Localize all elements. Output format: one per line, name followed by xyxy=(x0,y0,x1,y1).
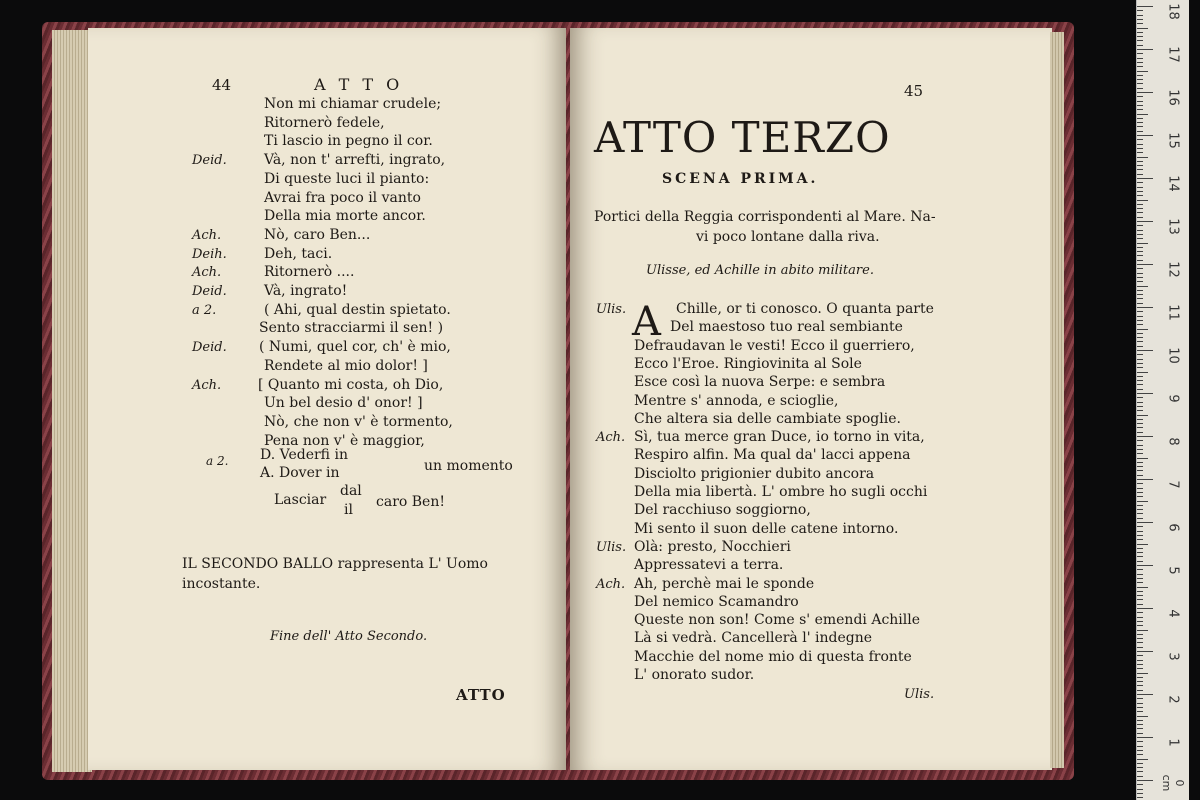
ruler-tick xyxy=(1137,449,1143,450)
ruler-tick xyxy=(1137,617,1143,618)
ruler-tick xyxy=(1137,144,1143,145)
ruler-tick xyxy=(1137,350,1153,351)
ruler-tick xyxy=(1137,561,1143,562)
ruler-tick xyxy=(1137,776,1143,777)
ruler-number: 16 xyxy=(1165,89,1181,106)
speaker-label: Deid. xyxy=(192,284,227,299)
ruler-tick xyxy=(1137,316,1143,317)
ruler-tick xyxy=(1137,741,1143,742)
measuring-ruler xyxy=(1136,0,1189,800)
ruler-tick xyxy=(1137,759,1148,760)
ruler-tick xyxy=(1137,118,1143,119)
catchword: ATTO xyxy=(456,686,506,704)
ruler-tick xyxy=(1137,750,1143,751)
ruler-tick xyxy=(1137,298,1143,299)
ruler-tick xyxy=(1137,131,1143,132)
verse-line: Sì, tua merce gran Duce, io torno in vita, xyxy=(634,429,925,446)
ruler-tick xyxy=(1137,367,1143,368)
verse-line: Và, non t' arrefti, ingrato, xyxy=(264,152,446,169)
ruler-number: 17 xyxy=(1165,46,1181,63)
ruler-tick xyxy=(1137,393,1153,394)
ruler-tick xyxy=(1137,526,1143,527)
verse-line: Chille, or ti conosco. O quanta parte xyxy=(676,301,934,317)
ruler-tick xyxy=(1137,733,1143,734)
ruler-tick xyxy=(1137,217,1143,218)
ruler-tick xyxy=(1137,655,1143,656)
ruler-tick xyxy=(1137,251,1143,252)
ruler-tick xyxy=(1137,53,1143,54)
ruler-tick xyxy=(1137,462,1143,463)
ruler-zero-label: 0 cm xyxy=(1160,774,1186,792)
ruler-tick xyxy=(1137,354,1143,355)
speaker-label: a 2. xyxy=(192,302,217,318)
verse-line: Del racchiuso soggiorno, xyxy=(634,502,811,519)
ruler-tick xyxy=(1137,264,1153,265)
ruler-tick xyxy=(1137,79,1143,80)
verse-line: Che altera sia delle cambiate spoglie. xyxy=(634,410,901,427)
ruler-tick xyxy=(1137,505,1143,506)
ruler-tick xyxy=(1137,36,1143,37)
ruler-tick xyxy=(1137,544,1148,545)
ruler-tick xyxy=(1137,440,1143,441)
ruler-tick xyxy=(1137,703,1143,704)
verse-line: Pena non v' è maggior, xyxy=(264,432,425,449)
ruler-tick xyxy=(1137,45,1143,46)
ruler-number: 15 xyxy=(1165,132,1181,149)
speaker-label: Ach. xyxy=(192,265,222,281)
ruler-tick xyxy=(1137,260,1143,261)
ruler-tick xyxy=(1137,767,1143,768)
ruler-tick xyxy=(1137,789,1143,790)
duet-line: D. Vederfi in xyxy=(260,447,348,463)
ruler-tick xyxy=(1137,677,1143,678)
ruler-number: 5 xyxy=(1165,566,1181,575)
ruler-tick xyxy=(1137,694,1153,695)
ruler-tick xyxy=(1137,71,1148,72)
ruler-tick xyxy=(1137,475,1143,476)
ruler-tick xyxy=(1137,483,1143,484)
ruler-number: 6 xyxy=(1165,523,1181,532)
duet-line: dal xyxy=(340,483,362,499)
ruler-tick xyxy=(1137,109,1143,110)
ruler-tick xyxy=(1137,690,1143,691)
verse-line: Sento stracciarmi il sen! ) xyxy=(259,320,444,337)
verse-line: [ Quanto mi costa, oh Dio, xyxy=(258,376,444,393)
ruler-tick xyxy=(1137,359,1143,360)
ruler-tick xyxy=(1137,10,1143,11)
ruler-tick xyxy=(1137,212,1143,213)
ruler-tick xyxy=(1137,595,1143,596)
speaker-label: Ach. xyxy=(192,377,222,393)
ruler-number: 8 xyxy=(1165,437,1181,446)
ruler-tick xyxy=(1137,152,1143,153)
speaker-label: Deid. xyxy=(192,340,227,356)
verse-line: Della mia libertà. L' ombre ho sugli occhi xyxy=(634,484,928,500)
verse-line: Di queste luci il pianto: xyxy=(264,170,430,187)
ruler-tick xyxy=(1137,96,1143,97)
ruler-tick xyxy=(1137,522,1153,523)
scene-title: SCENA PRIMA. xyxy=(662,171,819,187)
page-number: 44 xyxy=(212,76,232,94)
ruler-tick xyxy=(1137,286,1148,287)
speaker-label: Ach. xyxy=(596,430,626,446)
ruler-tick xyxy=(1137,363,1143,364)
ruler-tick xyxy=(1137,664,1143,665)
ruler-tick xyxy=(1137,582,1143,583)
duet-line: Lasciar xyxy=(274,492,327,508)
ruler-tick xyxy=(1137,200,1148,201)
ruler-tick xyxy=(1137,230,1143,231)
characters-line: Ulisse, ed Achille in abito militare. xyxy=(646,263,874,278)
ruler-tick xyxy=(1137,647,1143,648)
ruler-tick xyxy=(1137,58,1143,59)
ruler-tick xyxy=(1137,161,1143,162)
ruler-number: 10 xyxy=(1165,347,1181,364)
ruler-tick xyxy=(1137,346,1143,347)
ruler-tick xyxy=(1137,716,1148,717)
ruler-tick xyxy=(1137,539,1143,540)
ruler-tick xyxy=(1137,62,1143,63)
verse-line: Esce così la nuova Serpe: e sembra xyxy=(634,374,886,391)
setting-line: vi poco lontane dalla riva. xyxy=(696,229,880,245)
verse-line: Olà: presto, Nocchieri xyxy=(634,538,791,555)
ruler-tick xyxy=(1137,303,1143,304)
ruler-tick xyxy=(1137,638,1143,639)
page-edges-left xyxy=(52,30,92,772)
verse-line: Ah, perchè mai le sponde xyxy=(634,575,815,592)
ruler-tick xyxy=(1137,83,1143,84)
ruler-tick xyxy=(1137,243,1148,244)
ruler-tick xyxy=(1137,746,1143,747)
verse-line: Respiro alfin. Ma qual da' lacci appena xyxy=(634,447,911,464)
ruler-tick xyxy=(1137,754,1143,755)
ruler-tick xyxy=(1137,531,1143,532)
ruler-tick xyxy=(1137,630,1148,631)
ruler-tick xyxy=(1137,591,1143,592)
verse-line: Appressatevi a terra. xyxy=(634,557,784,574)
ruler-tick xyxy=(1137,238,1143,239)
ruler-number: 18 xyxy=(1165,3,1181,20)
ruler-tick xyxy=(1137,311,1143,312)
verse-line: Del maestoso tuo real sembiante xyxy=(670,319,903,336)
verse-line: ( Numi, quel cor, ch' è mio, xyxy=(259,339,451,356)
ruler-tick xyxy=(1137,419,1143,420)
ruler-tick xyxy=(1137,341,1143,342)
act-title: ATTO TERZO xyxy=(594,113,891,162)
ruler-tick xyxy=(1137,174,1143,175)
ruler-tick xyxy=(1137,15,1143,16)
ruler-tick xyxy=(1137,126,1143,127)
verse-line: Un bel desio d' onor! ] xyxy=(264,395,423,412)
verse-line: Macchie del nome mio di questa fronte xyxy=(634,648,912,665)
ruler-tick xyxy=(1137,707,1143,708)
ruler-tick xyxy=(1137,599,1143,600)
duet-line: caro Ben! xyxy=(376,494,445,510)
ruler-tick xyxy=(1137,737,1153,738)
page-edges-right xyxy=(1050,32,1064,768)
ruler-tick xyxy=(1137,466,1143,467)
ruler-tick xyxy=(1137,380,1143,381)
ruler-tick xyxy=(1137,273,1143,274)
ruler-tick xyxy=(1137,281,1143,282)
right-page xyxy=(570,28,1052,770)
ruler-tick xyxy=(1137,427,1143,428)
verse-line: Nò, caro Ben... xyxy=(264,226,371,243)
setting-line: Portici della Reggia corrispondenti al Mare. Na- xyxy=(594,209,936,225)
ruler-number: 1 xyxy=(1165,738,1181,747)
ruler-tick xyxy=(1137,410,1143,411)
ruler-tick xyxy=(1137,234,1143,235)
left-page xyxy=(88,28,566,770)
ruler-tick xyxy=(1137,724,1143,725)
ruler-number: 9 xyxy=(1165,394,1181,403)
ruler-number: 13 xyxy=(1165,218,1181,235)
ruler-tick xyxy=(1137,780,1153,781)
ruler-tick xyxy=(1137,75,1143,76)
verse-line: Defraudavan le vesti! Ecco il guerriero, xyxy=(634,337,915,354)
verse-line: L' onorato sudor. xyxy=(634,667,755,683)
ruler-tick xyxy=(1137,556,1143,557)
ruler-tick xyxy=(1137,587,1148,588)
ruler-tick xyxy=(1137,513,1143,514)
verse-line: Mi sento il suon delle catene intorno. xyxy=(634,520,899,537)
running-header: A T T O xyxy=(314,75,404,94)
drop-cap: A xyxy=(632,299,661,345)
ruler-tick xyxy=(1137,372,1148,373)
speaker-label: Ach. xyxy=(596,576,626,592)
ruler-tick xyxy=(1137,208,1143,209)
ruler-tick xyxy=(1137,32,1143,33)
ruler-tick xyxy=(1137,277,1143,278)
ruler-tick xyxy=(1137,604,1143,605)
ruler-tick xyxy=(1137,406,1143,407)
ruler-tick xyxy=(1137,681,1143,682)
ruler-tick xyxy=(1137,19,1143,20)
verse-line: Ecco l'Eroe. Ringiovinita al Sole xyxy=(634,355,862,372)
speaker-label: Ulis. xyxy=(596,302,627,317)
verse-line: Deh, taci. xyxy=(264,245,333,262)
ruler-number: 14 xyxy=(1165,175,1181,192)
ruler-tick xyxy=(1137,191,1143,192)
verse-line: Della mia morte ancor. xyxy=(264,208,426,225)
verse-line: Là si vedrà. Cancellerà l' indegne xyxy=(634,630,873,647)
ruler-tick xyxy=(1137,535,1143,536)
ruler-tick xyxy=(1137,195,1143,196)
ruler-tick xyxy=(1137,492,1143,493)
ruler-tick xyxy=(1137,178,1153,179)
ruler-tick xyxy=(1137,763,1143,764)
ruler-tick xyxy=(1137,621,1143,622)
verse-line: Và, ingrato! xyxy=(264,283,348,299)
verse-line: Non mi chiamar crudele; xyxy=(264,96,442,112)
ruler-tick xyxy=(1137,432,1143,433)
ruler-tick xyxy=(1137,673,1148,674)
ruler-tick xyxy=(1137,793,1143,794)
ruler-number: 7 xyxy=(1165,480,1181,489)
verse-line: Ritornerò .... xyxy=(264,264,355,281)
ruler-number: 2 xyxy=(1165,695,1181,704)
speaker-label: Ach. xyxy=(192,227,222,243)
ruler-tick xyxy=(1137,397,1143,398)
duet-line: A. Dover in xyxy=(260,465,340,481)
ballo-note: IL SECONDO BALLO rappresenta L' Uomo incostante. xyxy=(182,556,488,592)
ruler-tick xyxy=(1137,187,1143,188)
ruler-tick xyxy=(1137,552,1143,553)
ruler-tick xyxy=(1137,569,1143,570)
ruler-tick xyxy=(1137,114,1148,115)
verse-line: Ti lascio in pegno il cor. xyxy=(264,133,433,150)
ruler-tick xyxy=(1137,479,1153,480)
ruler-tick xyxy=(1137,182,1143,183)
ruler-tick xyxy=(1137,651,1153,652)
verse-line: Queste non son! Come s' emendi Achille xyxy=(634,612,921,629)
page-number: 45 xyxy=(904,82,924,100)
verse-line: Del nemico Scamandro xyxy=(634,593,799,610)
catchword: Ulis. xyxy=(904,687,935,702)
ruler-tick xyxy=(1137,501,1148,502)
ruler-tick xyxy=(1137,574,1143,575)
ruler-tick xyxy=(1137,565,1153,566)
ruler-tick xyxy=(1137,139,1143,140)
ruler-tick xyxy=(1137,436,1153,437)
ruler-tick xyxy=(1137,324,1143,325)
ruler-tick xyxy=(1137,518,1143,519)
ruler-number: 12 xyxy=(1165,261,1181,278)
ruler-tick xyxy=(1137,148,1143,149)
ruler-tick xyxy=(1137,49,1153,50)
ruler-tick xyxy=(1137,488,1143,489)
ruler-tick xyxy=(1137,92,1153,93)
speaker-label: a 2. xyxy=(206,454,229,468)
ruler-tick xyxy=(1137,784,1143,785)
ruler-tick xyxy=(1137,221,1153,222)
ruler-tick xyxy=(1137,204,1143,205)
ruler-tick xyxy=(1137,578,1143,579)
ruler-tick xyxy=(1137,612,1143,613)
duet-line: un momento xyxy=(424,458,513,474)
speaker-label: Deid. xyxy=(192,153,227,169)
ruler-number: 4 xyxy=(1165,609,1181,618)
ruler-tick xyxy=(1137,625,1143,626)
ruler-tick xyxy=(1137,122,1143,123)
act-end-note: Fine dell' Atto Secondo. xyxy=(270,629,428,644)
ruler-tick xyxy=(1137,290,1143,291)
ruler-tick xyxy=(1137,415,1148,416)
ruler-tick xyxy=(1137,6,1153,7)
ruler-tick xyxy=(1137,509,1143,510)
ruler-tick xyxy=(1137,225,1143,226)
verse-line: Mentre s' annoda, e scioglie, xyxy=(634,392,839,409)
ruler-tick xyxy=(1137,28,1148,29)
ruler-tick xyxy=(1137,548,1143,549)
ruler-tick xyxy=(1137,728,1143,729)
ruler-tick xyxy=(1137,797,1143,798)
ruler-tick xyxy=(1137,135,1153,136)
verse-line: Ritornerò fedele, xyxy=(264,114,385,131)
ruler-tick xyxy=(1137,333,1143,334)
ruler-tick xyxy=(1137,453,1143,454)
ruler-tick xyxy=(1137,642,1143,643)
ruler-number: 11 xyxy=(1165,304,1181,321)
ruler-tick xyxy=(1137,268,1143,269)
ruler-tick xyxy=(1137,496,1143,497)
ruler-tick xyxy=(1137,711,1143,712)
ruler-tick xyxy=(1137,101,1143,102)
ruler-tick xyxy=(1137,389,1143,390)
ruler-tick xyxy=(1137,376,1143,377)
ruler-tick xyxy=(1137,66,1143,67)
ruler-tick xyxy=(1137,40,1143,41)
ruler-tick xyxy=(1137,698,1143,699)
ruler-tick xyxy=(1137,294,1143,295)
ruler-tick xyxy=(1137,470,1143,471)
ruler-tick xyxy=(1137,608,1153,609)
ruler-tick xyxy=(1137,720,1143,721)
ruler-tick xyxy=(1137,105,1143,106)
duet-line: il xyxy=(344,502,353,518)
ruler-tick xyxy=(1137,337,1143,338)
ruler-tick xyxy=(1137,668,1143,669)
ruler-tick xyxy=(1137,329,1148,330)
ruler-tick xyxy=(1137,458,1148,459)
ruler-tick xyxy=(1137,384,1143,385)
verse-line: Rendete al mio dolor! ] xyxy=(264,357,428,374)
verse-line: Disciolto prigionier dubito ancora xyxy=(634,465,875,482)
ruler-tick xyxy=(1137,247,1143,248)
speaker-label: Deih. xyxy=(192,246,227,262)
ruler-tick xyxy=(1137,402,1143,403)
ruler-tick xyxy=(1137,660,1143,661)
ruler-tick xyxy=(1137,157,1148,158)
verse-line: ( Ahi, qual destin spietato. xyxy=(264,301,451,318)
ruler-tick xyxy=(1137,320,1143,321)
ruler-tick xyxy=(1137,23,1143,24)
verse-line: Nò, che non v' è tormento, xyxy=(264,413,453,430)
verse-line: Avrai fra poco il vanto xyxy=(264,189,421,206)
ruler-tick xyxy=(1137,169,1143,170)
ruler-tick xyxy=(1137,423,1143,424)
ruler-tick xyxy=(1137,445,1143,446)
ruler-tick xyxy=(1137,307,1153,308)
ruler-tick xyxy=(1137,255,1143,256)
ruler-tick xyxy=(1137,685,1143,686)
speaker-label: Ulis. xyxy=(596,539,627,555)
ruler-tick xyxy=(1137,634,1143,635)
ruler-number: 3 xyxy=(1165,652,1181,661)
ruler-tick xyxy=(1137,165,1143,166)
ruler-tick xyxy=(1137,771,1143,772)
ruler-tick xyxy=(1137,88,1143,89)
